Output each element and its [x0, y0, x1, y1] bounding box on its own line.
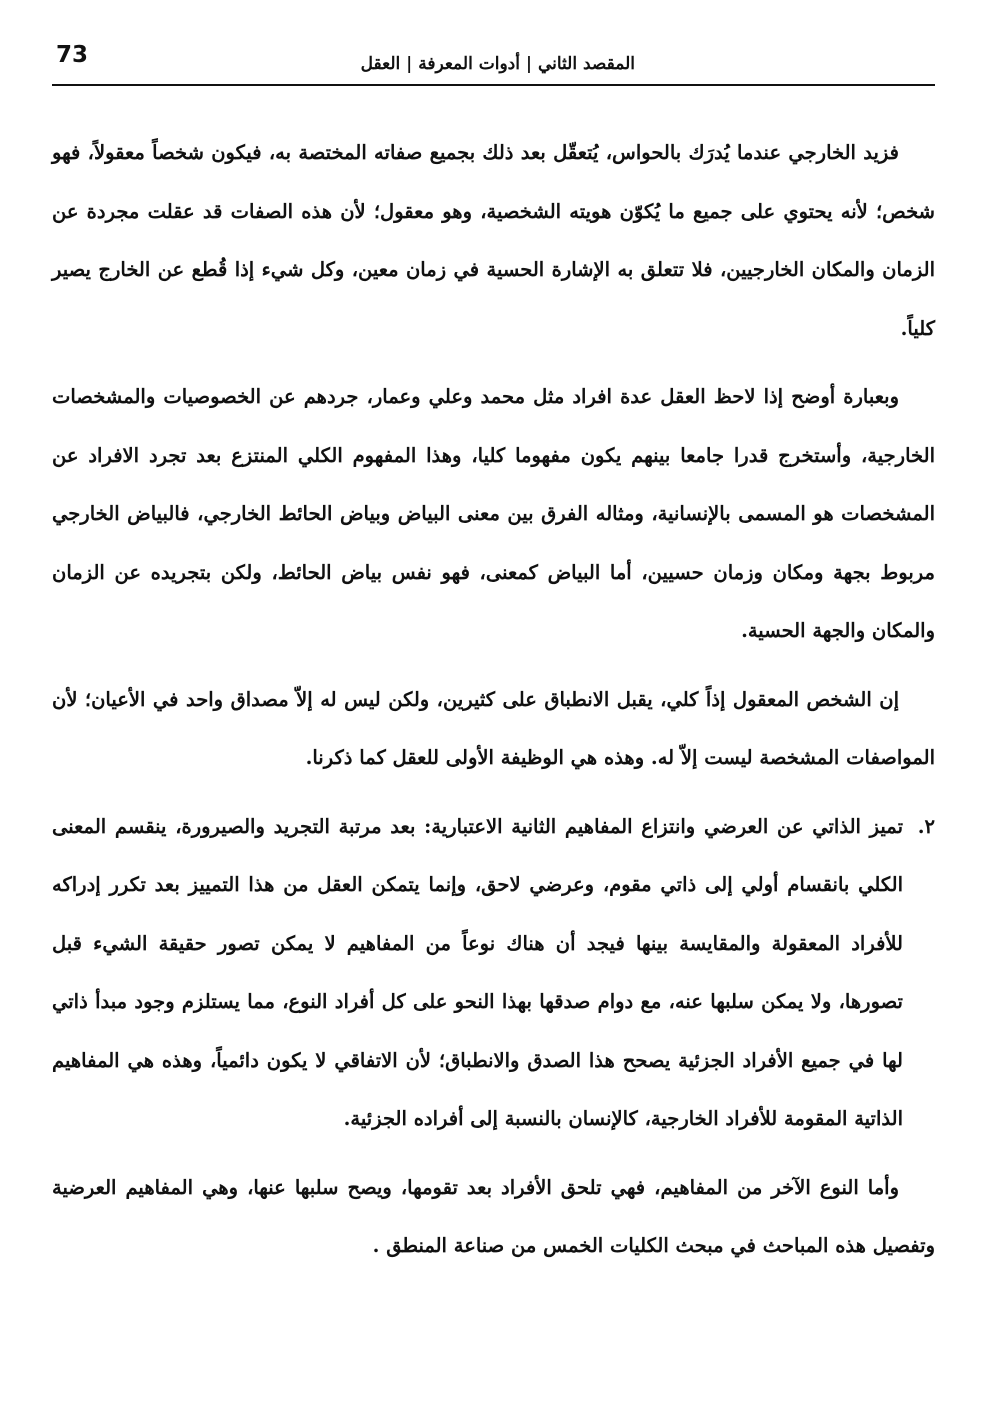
item-number: ٢. — [917, 814, 935, 838]
page-header — [52, 40, 935, 86]
paragraph-3: إن الشخص المعقول إذاً كلي، يقبل الانطباق على كثيرين، ولكن ليس له إلاّ مصداق واحد في الأعيان؛ لأن المواصفات المشخصة ليست إلاّ له. وهذه هي الوظيفة الأولى للعقل كما ذكرنا. — [52, 687, 935, 769]
paragraph-1: فزيد الخارجي عندما يُدرَك بالحواس، يُتعقّل بعد ذلك بجميع صفاته المختصة به، فيكون شخصاً معقولاً، فهو شخص؛ لأنه يحتوي على جميع ما يُكوّن هويته الشخصية، وهو معقول؛ لأن هذه الصفات قد عقلت مجردة عن الزمان والمكان الخارجيين، فلا تتعلق به الإشارة الحسية في زمان معين، وكل شيء إذا قُطع عن الخارج يصير كلياً. — [52, 141, 935, 340]
item-title: تميز الذاتي عن العرضي وانتزاع المفاهيم الثانية الاعتبارية: — [424, 814, 904, 838]
item-text: بعد مرتبة التجريد والصيرورة، ينقسم المعنى الكلي بانقسام أولي إلى ذاتي مقوم، وعرضي لاحق، وإنما يتمكن العقل من هذا التمييز بعد تكرر إدراكه للأفراد المعقولة والمقايسة بينها فيجد أن هناك نوعاً من المفاهيم لا يمكن تصور حقيقة الشيء قبل تصورها، ولا يمكن سلبها عنه، مع دوام صدقها بهذا النحو على كل أفراد النوع، مما يستلزم وجود مبدأ ذاتي لها في جميع الأفراد الجزئية يصحح هذا الصدق والانطباق؛ لأن الاتفاقي لا يكون دائمياً، وهذه هي المفاهيم الذاتية المقومة للأفراد الخارجية، كالإنسان بالنسبة إلى أفراده الجزئية. — [52, 814, 903, 1130]
paragraph-2: وبعبارة أوضح إذا لاحظ العقل عدة افراد مثل محمد وعلي وعمار، جردهم عن الخصوصيات والمشخصات الخارجية، وأستخرج قدرا جامعا بينهم يكون مفهوما كليا، وهذا المفهوم الكلي المنتزع بعد تجرد الافراد عن المشخصات هو المسمى بالإنسانية، ومثاله الفرق بين معنى البياض وبياض الحائط الخارجي، فالبياض الخارجي مربوط بجهة ومكان وزمان حسيين، أما البياض كمعنى، فهو نفس بياض الحائط، ولكن بتجريده عن الزمان والمكان والجهة الحسية. — [52, 385, 935, 642]
paragraph-4: وأما النوع الآخر من المفاهيم، فهي تلحق الأفراد بعد تقومها، ويصح سلبها عنها، وهي المفاهيم العرضية وتفصيل هذه المباحث في مبحث الكليات الخمس من صناعة المنطق . — [52, 1175, 935, 1257]
numbered-item-2 — [52, 798, 935, 1149]
page-number: 73 — [56, 42, 89, 68]
body-text — [52, 124, 935, 1286]
item-body — [52, 798, 903, 1149]
running-head: المقصد الثاني | أدوات المعرفة | العقل — [360, 54, 635, 74]
